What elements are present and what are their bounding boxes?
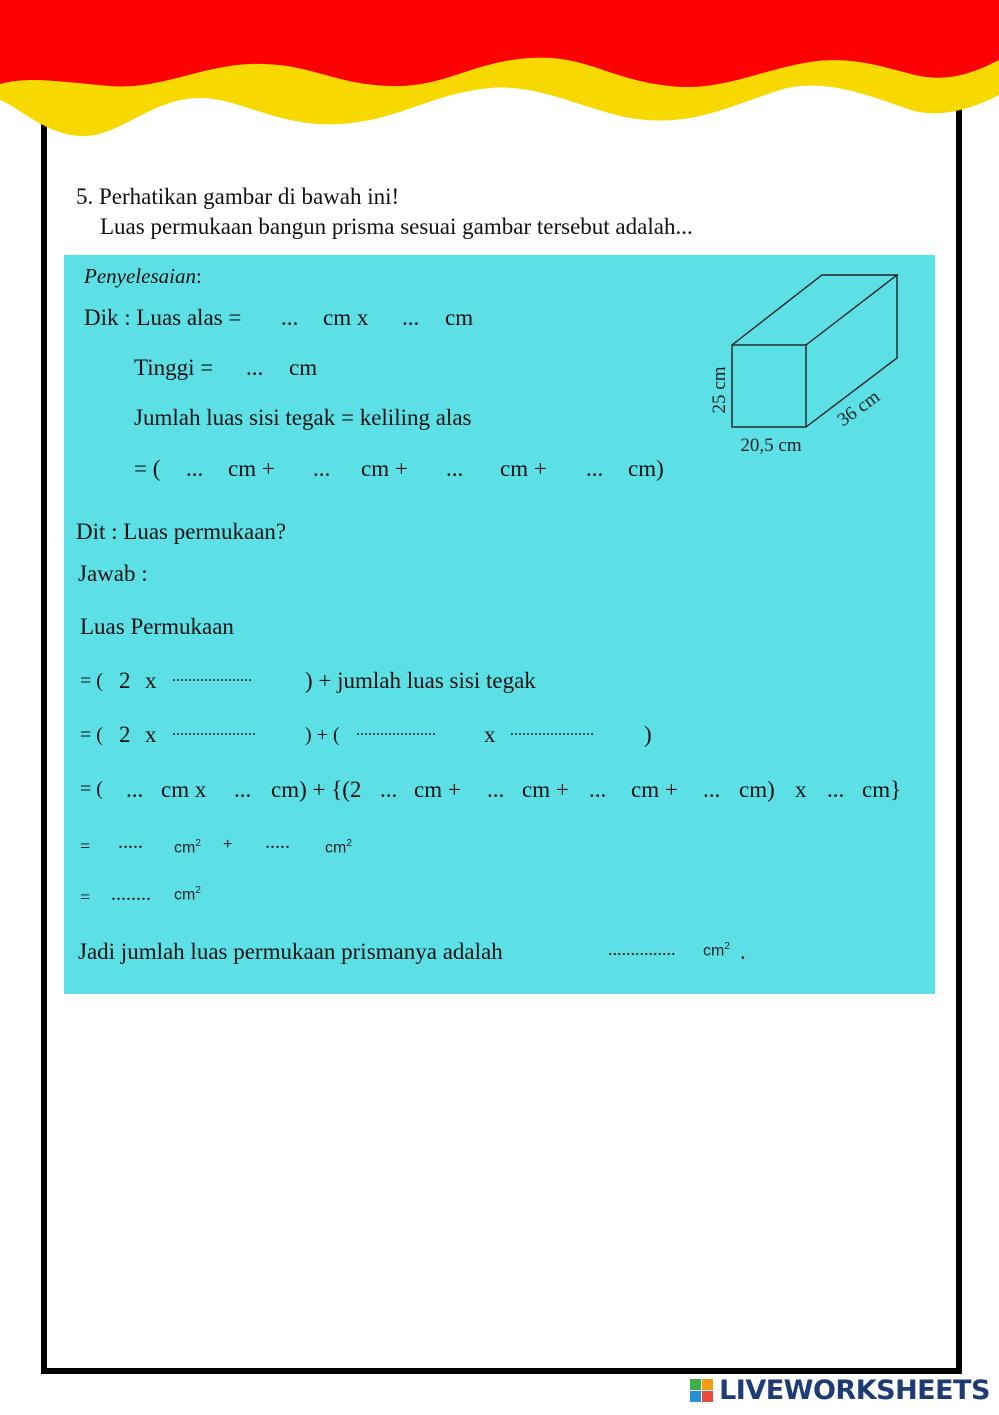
- close-paren: ): [644, 722, 652, 747]
- number: 2: [119, 722, 131, 747]
- unit: cm: [289, 355, 318, 380]
- blank[interactable]: .....: [118, 831, 143, 853]
- keliling-open: = (: [134, 456, 161, 481]
- unit: cm +: [228, 456, 275, 481]
- unit: cm +: [361, 456, 408, 481]
- unit: cm): [628, 456, 664, 481]
- plus: +: [223, 836, 233, 853]
- blank[interactable]: .....................: [510, 722, 594, 739]
- eq: =: [80, 887, 91, 907]
- unit: cm) + {(2: [271, 777, 362, 802]
- solution-heading: Penyelesaian:: [84, 264, 202, 288]
- unit: cm x: [323, 305, 369, 330]
- blank[interactable]: .....................: [172, 722, 256, 739]
- text: ) + jumlah luas sisi tegak: [305, 668, 536, 693]
- question-number-line: 5. Perhatikan gambar di bawah ini!: [76, 184, 400, 209]
- unit: cm}: [862, 777, 902, 802]
- unit: cm +: [522, 777, 569, 802]
- jawab-label: Jawab :: [78, 561, 148, 586]
- unit: cm +: [414, 777, 461, 802]
- unit-cm2: $cm^2$: [325, 838, 352, 857]
- blank[interactable]: ...: [402, 305, 420, 330]
- prism-front-face: [732, 345, 806, 427]
- jumlah-label: Jumlah luas sisi tegak = keliling alas: [134, 405, 472, 430]
- eq-open: = (: [80, 724, 103, 746]
- liveworksheets-logo: [690, 1375, 990, 1409]
- eq-open: = (: [80, 778, 103, 800]
- width-label: 20,5 cm: [740, 435, 802, 456]
- prism-figure: [700, 265, 900, 460]
- unit-cm2: $cm^2$: [703, 941, 730, 960]
- blank[interactable]: ...: [487, 777, 505, 802]
- logo-text: LIVEWORKSHEETS: [719, 1375, 990, 1406]
- eq: =: [80, 836, 91, 856]
- unit: cm x: [161, 777, 207, 802]
- prism-top-face: [732, 275, 897, 345]
- blank[interactable]: .....: [265, 831, 290, 853]
- question-text: Luas permukaan bangun prisma sesuai gambar tersebut adalah...: [100, 214, 693, 239]
- times: x: [145, 722, 157, 747]
- unit: cm +: [500, 456, 547, 481]
- blank[interactable]: ...: [446, 456, 464, 481]
- wavy-banner: [0, 0, 999, 150]
- blank[interactable]: ...: [589, 777, 607, 802]
- number: 2: [119, 668, 131, 693]
- blank[interactable]: ...: [126, 777, 144, 802]
- blank[interactable]: ...: [246, 355, 264, 380]
- unit: cm +: [631, 777, 678, 802]
- blank[interactable]: ....................: [356, 722, 436, 739]
- blank[interactable]: ...............: [608, 939, 676, 959]
- blank[interactable]: ...: [186, 456, 204, 481]
- dik-label: Dik : Luas alas =: [84, 305, 242, 330]
- liveworksheets-logo-icon: [690, 1379, 714, 1403]
- unit-cm2: $cm^2$: [174, 885, 201, 904]
- blank[interactable]: ...: [586, 456, 604, 481]
- period: .: [740, 939, 746, 964]
- blank[interactable]: ...: [827, 777, 845, 802]
- eq-open: = (: [80, 670, 103, 692]
- times: x: [484, 722, 496, 747]
- depth-label: 36 cm: [833, 386, 884, 431]
- times: x: [145, 668, 157, 693]
- tinggi-label: Tinggi =: [134, 355, 214, 380]
- times: x: [795, 777, 807, 802]
- unit: cm): [739, 777, 775, 802]
- blank[interactable]: ...: [313, 456, 331, 481]
- luas-permukaan-label: Luas Permukaan: [80, 614, 234, 639]
- dit-label: Dit : Luas permukaan?: [76, 519, 287, 544]
- unit: cm: [445, 305, 474, 330]
- blank[interactable]: ........: [111, 883, 151, 905]
- conclusion-text: Jadi jumlah luas permukaan prismanya adalah: [78, 939, 503, 964]
- blank[interactable]: ...: [281, 305, 299, 330]
- blank[interactable]: ...: [703, 777, 721, 802]
- blank[interactable]: ....................: [172, 668, 252, 685]
- height-label: 25 cm: [709, 366, 730, 414]
- blank[interactable]: ...: [234, 777, 252, 802]
- unit-cm2: $cm^2$: [174, 838, 201, 857]
- text: ) + (: [305, 724, 340, 746]
- blank[interactable]: ...: [380, 777, 398, 802]
